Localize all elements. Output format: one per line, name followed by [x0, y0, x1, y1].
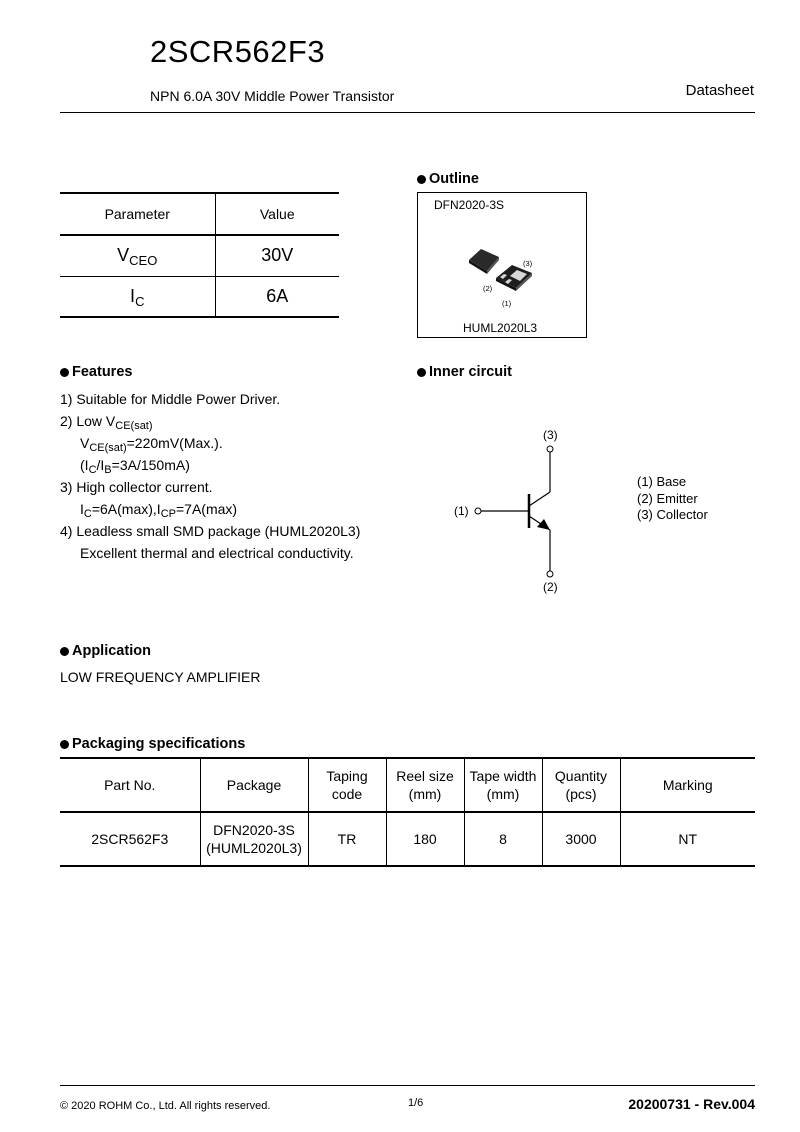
bullet-icon: [60, 740, 69, 749]
feature-line: $(I_C/I_B=3A/150mA)$: [80, 457, 190, 476]
cell-reel-size: 180: [386, 812, 464, 866]
cell-package: DFN2020-3S (HUML2020L3): [200, 812, 308, 866]
header-package: Package: [200, 758, 308, 812]
header-tape-width: Tape width (mm): [464, 758, 542, 812]
page-number: 1/6: [408, 1097, 424, 1109]
outline-package-name: DFN2020-3S: [434, 198, 505, 212]
outline-heading: Outline: [417, 171, 479, 187]
bullet-icon: [417, 368, 426, 377]
packaging-table: [60, 757, 755, 867]
outline-pin3-label: (3): [523, 259, 533, 268]
application-heading: Application: [60, 643, 151, 659]
feature-line: 3) High collector current.: [60, 479, 213, 495]
spec-table-header: [60, 193, 339, 235]
legend-base: (1) Base: [637, 474, 687, 489]
header-taping-code: Taping code: [308, 758, 386, 812]
header-divider: [60, 112, 755, 113]
cell-quantity: 3000: [542, 812, 620, 866]
key-spec-table: [60, 192, 339, 318]
features-heading: Features: [60, 364, 132, 380]
base-pin-label: (1): [454, 504, 469, 518]
revision-code: 20200731 - Rev.004: [628, 1096, 755, 1112]
cell-marking: NT: [620, 812, 755, 866]
emitter-arrow-icon: [537, 519, 550, 530]
base-terminal: [475, 508, 481, 514]
bullet-icon: [60, 647, 69, 656]
feature-line: $V_{CE(sat)}=220mV(Max.)$.: [80, 435, 223, 454]
spec-row-ic: [60, 276, 339, 317]
footer-copyright: © 2020 ROHM Co., Ltd. All rights reserved.: [60, 1100, 271, 1112]
package-outline-illustration: [466, 246, 546, 310]
legend-emitter: (2) Emitter: [637, 490, 698, 506]
packaging-heading: Packaging specifications: [60, 736, 245, 752]
outline-pin2-label: (2): [483, 284, 493, 293]
spec-value-vceo: 30V: [215, 235, 339, 276]
transistor-schematic: [440, 420, 590, 600]
feature-line: 2) Low $V_{CE(sat)}$: [60, 413, 153, 432]
feature-line: 1) Suitable for Middle Power Driver.: [60, 391, 281, 407]
bullet-icon: [60, 368, 69, 377]
cell-taping-code: TR: [308, 812, 386, 866]
spec-value-ic: 6A: [215, 276, 339, 317]
header-quantity: Quantity (pcs): [542, 758, 620, 812]
table-row: [60, 812, 755, 866]
feature-line: $I_C=6A(\max),I_{CP}=7A(\max)$: [80, 501, 238, 520]
feature-line: 4) Leadless small SMD package (HUML2020L3): [60, 523, 361, 539]
spec-col-value: Value: [215, 193, 339, 235]
part-subtitle: NPN 6.0A 30V Middle Power Transistor: [150, 88, 395, 104]
bullet-icon: [417, 175, 426, 184]
footer-divider: [60, 1085, 755, 1086]
outline-pin1-label: (1): [502, 299, 512, 308]
document-type: Datasheet: [685, 82, 754, 99]
features-list: [60, 388, 360, 564]
cell-part-no: 2SCR562F3: [60, 812, 200, 866]
header-marking: Marking: [620, 758, 755, 812]
spec-row-vceo: [60, 235, 339, 276]
pin-legend: [637, 474, 708, 524]
cell-tape-width: 8: [464, 812, 542, 866]
emitter-terminal: [547, 571, 553, 577]
header-part-no: Part No.: [60, 758, 200, 812]
inner-circuit-heading: Inner circuit: [417, 364, 512, 380]
collector-terminal: [547, 446, 553, 452]
emitter-pin-label: (2): [543, 580, 558, 594]
spec-param-vceo: $V_{CEO}$: [60, 235, 215, 276]
feature-line: Excellent thermal and electrical conductivity.: [80, 545, 354, 561]
header-reel-size: Reel size (mm): [386, 758, 464, 812]
spec-param-ic: $I_C$: [60, 276, 215, 317]
part-number-title: 2SCR562F3: [150, 34, 326, 69]
outline-alt-name: HUML2020L3: [463, 321, 538, 335]
packaging-header-row: [60, 758, 755, 812]
chip-top-view: [469, 249, 499, 271]
collector-pin-label: (3): [543, 428, 558, 442]
legend-collector: (3) Collector: [637, 507, 708, 522]
spec-col-parameter: Parameter: [60, 193, 215, 235]
application-text: LOW FREQUENCY AMPLIFIER: [60, 669, 261, 685]
